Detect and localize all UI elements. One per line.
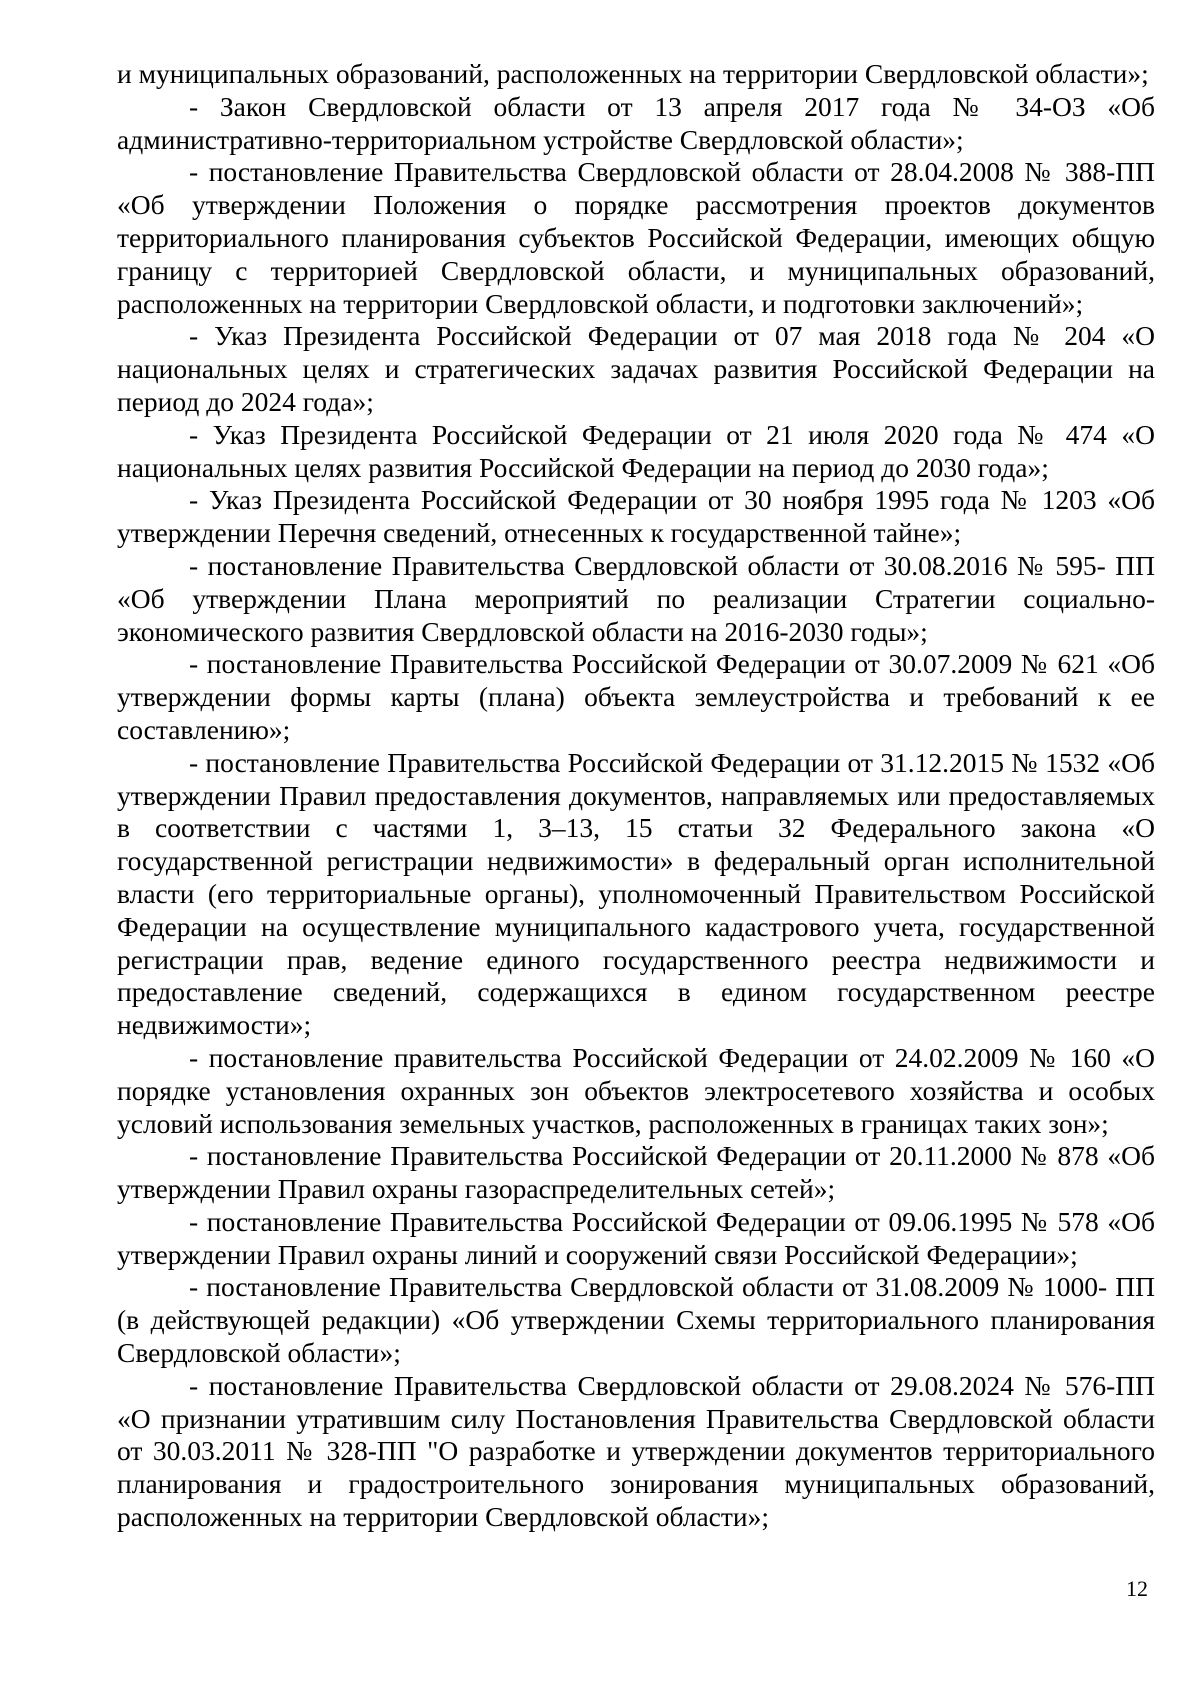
paragraph: - постановление Правительства Свердловской области от 28.04.2008 № 388-ПП «Об утверждении Положения о порядке рассмотрения проектов документов территориального планирования субъектов Российской Федерации, имеющих общую границу с территорией Свердловской области, и муниципальных образований, расположенных на территории Свердловской области, и подготовки заключений»; <box>117 156 1155 319</box>
paragraph: - Закон Свердловской области от 13 апреля 2017 года № 34-ОЗ «Об административно-территориальном устройстве Свердловской области»; <box>117 90 1155 155</box>
paragraph: - Указ Президента Российской Федерации от 21 июля 2020 года № 474 «О национальных целях развития Российской Федерации на период до 2030 года»; <box>117 418 1155 483</box>
document-body <box>117 58 1155 1534</box>
paragraph: - постановление Правительства Свердловской области от 31.08.2009 № 1000- ПП (в действующей редакции) «Об утверждении Схемы территориального планирования Свердловской области»; <box>117 1271 1155 1369</box>
paragraph: - постановление правительства Российской Федерации от 24.02.2009 № 160 «О порядке установления охранных зон объектов электросетевого хозяйства и особых условий использования земельных участков, расположенных в границах таких зон»; <box>117 1041 1155 1139</box>
paragraph: - постановление Правительства Свердловской области от 29.08.2024 № 576-ПП «О признании утратившим силу Постановления Правительства Свердловской области от 30.03.2011 № 328-ПП "О разработке и утверждении документов территориального планирования и градостроительного зонирования муниципальных образований, расположенных на территории Свердловской области»; <box>117 1369 1155 1533</box>
paragraph: и муниципальных образований, расположенных на территории Свердловской области»; <box>117 58 1149 89</box>
paragraph: - постановление Правительства Свердловской области от 30.08.2016 № 595- ПП «Об утверждении Плана мероприятий по реализации Стратегии социально-экономического развития Свердловской области на 2016-2030 годы»; <box>117 549 1155 647</box>
paragraph: - Указ Президента Российской Федерации от 30 ноября 1995 года № 1203 «Об утверждении Перечня сведений, отнесенных к государственной тайне»; <box>117 484 1155 549</box>
page-number: 12 <box>1126 1576 1148 1601</box>
paragraph: - постановление Правительства Российской Федерации от 31.12.2015 № 1532 «Об утверждении Правил предоставления документов, направляемых или предоставляемых в соответствии с частями 1, 3–13, 15 статьи 32 Федерального закона «О государственной регистрации недвижимости» в федеральный орган исполнительной власти (его территориальные органы), уполномоченный Правительством Российской Федерации на осуществление муниципального кадастрового учета, государственной регистрации прав, ведение единого государственного реестра недвижимости и предоставление сведений, содержащихся в едином государственном реестре недвижимости»; <box>117 746 1155 1041</box>
paragraph: - постановление Правительства Российской Федерации от 20.11.2000 № 878 «Об утверждении Правил охраны газораспределительных сетей»; <box>117 1140 1155 1205</box>
paragraph: - постановление Правительства Российской Федерации от 30.07.2009 № 621 «Об утверждении формы карты (плана) объекта землеустройства и требований к ее составлению»; <box>117 648 1155 745</box>
paragraph: - постановление Правительства Российской Федерации от 09.06.1995 № 578 «Об утверждении Правил охраны линий и сооружений связи Российской Федерации»; <box>117 1205 1155 1270</box>
paragraph: - Указ Президента Российской Федерации от 07 мая 2018 года № 204 «О национальных целях и стратегических задачах развития Российской Федерации на период до 2024 года»; <box>117 320 1155 417</box>
